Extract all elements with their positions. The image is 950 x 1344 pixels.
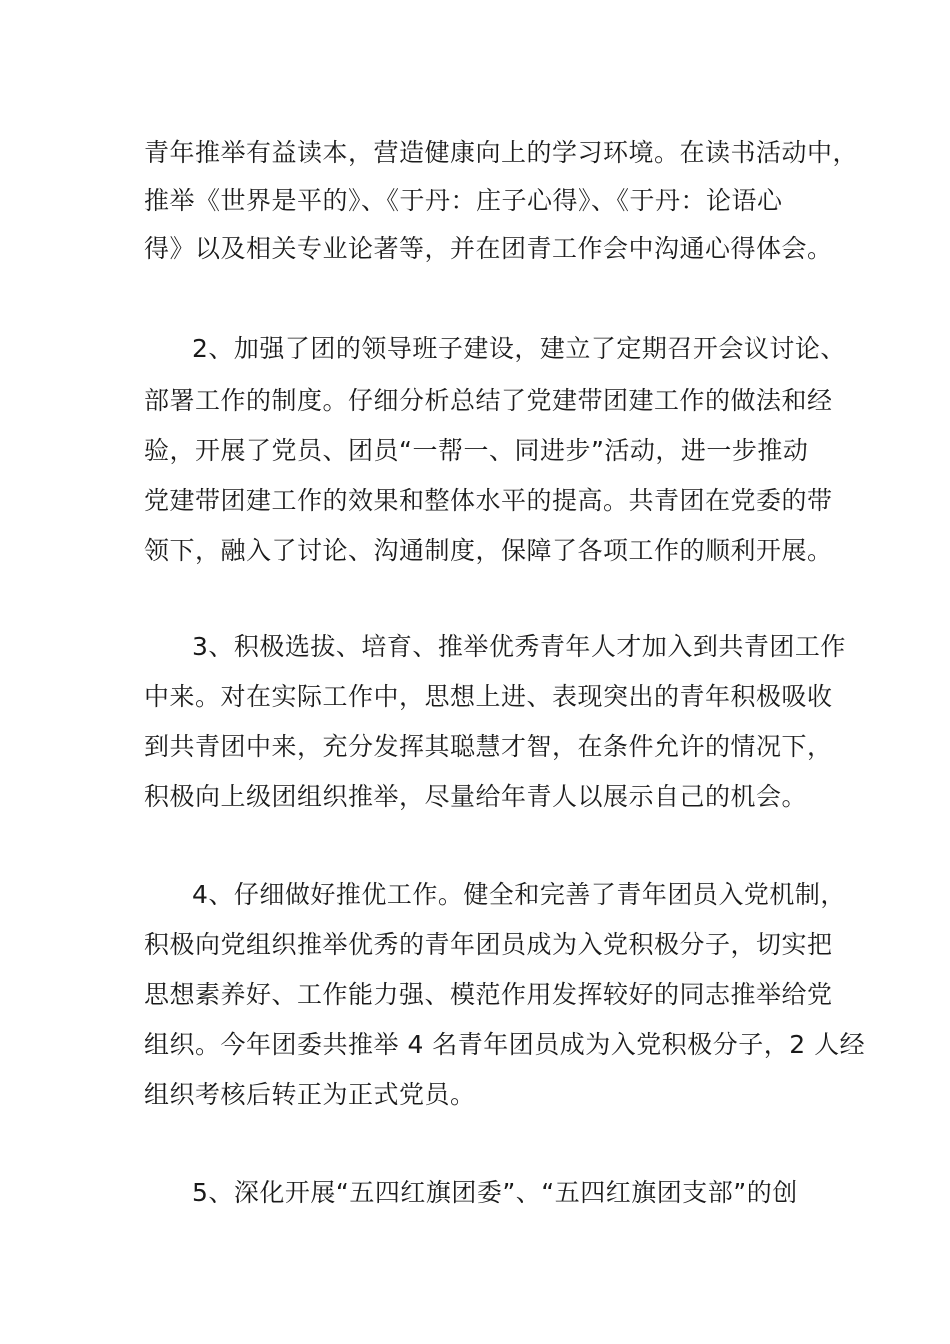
paragraph-4-line-5: 组织考核后转正为正式党员。 — [144, 1080, 476, 1109]
paragraph-1-line-2: 推举《世界是平的》、《于丹：庄子心得》、《于丹：论语心 — [144, 186, 783, 215]
paragraph-1-line-3: 得》以及相关专业论著等，并在团青工作会中沟通心得体会。 — [144, 234, 833, 263]
paragraph-4-line-1: 4、仔细做好推优工作。健全和完善了青年团员入党机制， — [192, 880, 846, 909]
paragraph-1-line-1: 青年推举有益读本，营造健康向上的学习环境。在读书活动中， — [144, 138, 859, 167]
paragraph-4-line-3: 思想素养好、工作能力强、模范作用发挥较好的同志推举给党 — [144, 980, 833, 1009]
paragraph-3-line-4: 积极向上级团组织推举，尽量给年青人以展示自己的机会。 — [144, 782, 808, 811]
paragraph-2-line-3: 验，开展了党员、团员“一帮一、同进步”活动，进一步推动 — [144, 436, 809, 465]
paragraph-4-line-4: 组织。今年团委共推举 4 名青年团员成为入党积极分子，2 人经 — [144, 1030, 866, 1059]
paragraph-2-line-2: 部署工作的制度。仔细分析总结了党建带团建工作的做法和经 — [144, 386, 833, 415]
paragraph-2-line-4: 党建带团建工作的效果和整体水平的提高。共青团在党委的带 — [144, 486, 833, 515]
paragraph-3-line-2: 中来。对在实际工作中，思想上进、表现突出的青年积极吸收 — [144, 682, 833, 711]
paragraph-3-line-1: 3、积极选拔、培育、推举优秀青年人才加入到共青团工作 — [192, 632, 846, 661]
paragraph-3-line-3: 到共青团中来，充分发挥其聪慧才智，在条件允许的情况下， — [144, 732, 833, 761]
paragraph-2-line-1: 2、加强了团的领导班子建设，建立了定期召开会议讨论、 — [192, 334, 846, 363]
paragraph-2-line-5: 领下，融入了讨论、沟通制度，保障了各项工作的顺利开展。 — [144, 536, 833, 565]
paragraph-5-line-1: 5、深化开展“五四红旗团委”、“五四红旗团支部”的创 — [192, 1178, 798, 1207]
paragraph-4-line-2: 积极向党组织推举优秀的青年团员成为入党积极分子，切实把 — [144, 930, 833, 959]
